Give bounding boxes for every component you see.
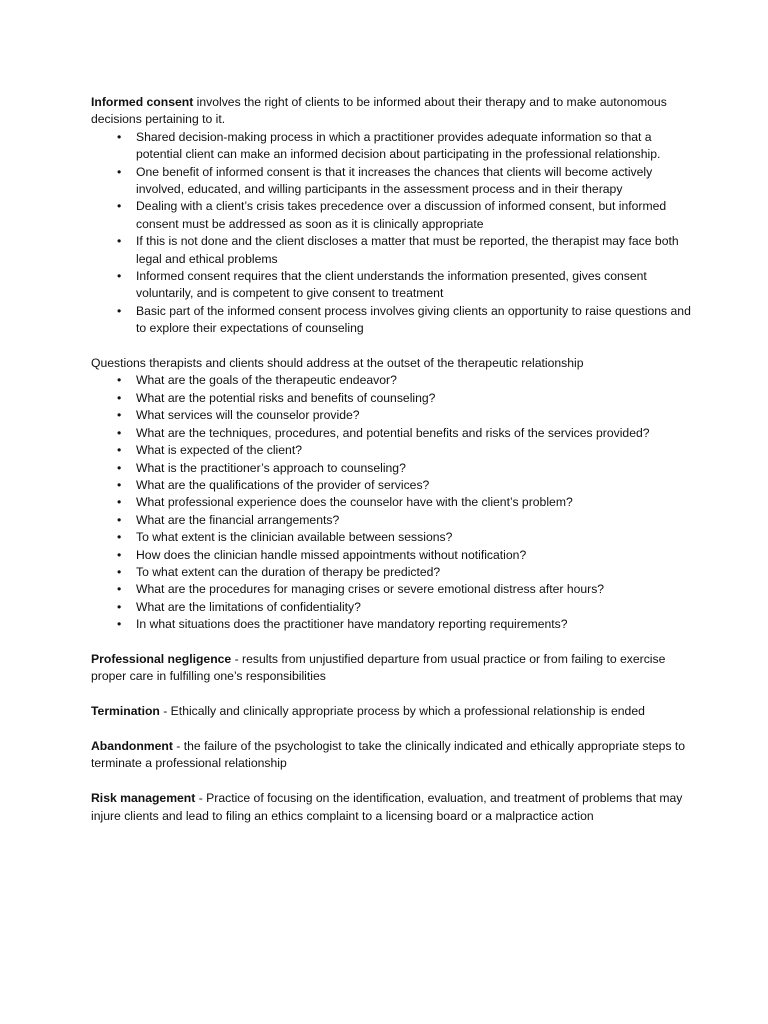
list-item	[91, 494, 691, 511]
paragraph-spacer	[91, 721, 691, 738]
list-item-text: What are the potential risks and benefits of counseling?	[136, 390, 436, 405]
list-item-text: Shared decision-making process in which a practitioner provides adequate information so that a potential client can make an informed decision about participating in the professional relationship.	[136, 129, 661, 162]
list-item-text: What are the procedures for managing crises or severe emotional distress after hours?	[136, 582, 605, 597]
bullet-icon: •	[117, 408, 122, 423]
list-item	[91, 564, 691, 581]
list-item-text: What are the goals of the therapeutic endeavor?	[136, 373, 397, 388]
abandonment-paragraph	[91, 738, 691, 773]
paragraph-spacer	[91, 686, 691, 703]
list-item-text: What are the qualifications of the provider of services?	[136, 477, 430, 492]
bullet-icon: •	[117, 617, 122, 632]
list-item-text: What services will the counselor provide?	[136, 408, 360, 423]
list-item	[91, 512, 691, 529]
paragraph-spacer	[91, 773, 691, 790]
bullet-icon: •	[117, 234, 122, 249]
list-item	[91, 390, 691, 407]
informed-consent-term: Informed consent	[91, 95, 194, 109]
list-item-text: What is expected of the client?	[136, 443, 302, 458]
list-item	[91, 581, 691, 598]
list-item	[91, 442, 691, 459]
list-item	[91, 233, 691, 268]
bullet-icon: •	[117, 443, 122, 458]
bullet-icon: •	[117, 303, 122, 318]
bullet-icon: •	[117, 199, 122, 214]
bullet-icon: •	[117, 582, 122, 597]
list-item	[91, 460, 691, 477]
list-item-text: What professional experience does the counselor have with the client’s problem?	[136, 495, 573, 510]
questions-heading: Questions therapists and clients should address at the outset of the therapeutic relationship	[91, 356, 584, 371]
bullet-icon: •	[117, 390, 122, 405]
bullet-icon: •	[117, 512, 122, 527]
list-item	[91, 599, 691, 616]
document-page	[91, 94, 691, 825]
list-item	[91, 198, 691, 233]
paragraph-spacer	[91, 338, 691, 355]
list-item-text: How does the clinician handle missed appointments without notification?	[136, 547, 527, 562]
list-item	[91, 425, 691, 442]
list-item-text: Informed consent requires that the client understands the information presented, gives consent voluntarily, and is competent to give consent to treatment	[136, 269, 647, 301]
professional-negligence-paragraph	[91, 651, 691, 686]
list-item-text: To what extent can the duration of therapy be predicted?	[136, 564, 441, 579]
abandonment-definition: - the failure of the psychologist to take the clinically indicated and ethically appropriate steps to terminate a professional relationship	[91, 738, 686, 771]
list-item-text: Dealing with a client’s crisis takes precedence over a discussion of informed consent, but informed consent must be addressed as soon as it is clinically appropriate	[136, 199, 667, 231]
questions-bullet-list	[91, 372, 691, 633]
list-item	[91, 164, 691, 199]
paragraph-spacer	[91, 634, 691, 651]
list-item-text: To what extent is the clinician available between sessions?	[136, 530, 453, 545]
list-item-text: Basic part of the informed consent process involves giving clients an opportunity to raise questions and to explore their expectations of counseling	[136, 303, 691, 336]
list-item	[91, 407, 691, 424]
bullet-icon: •	[117, 269, 122, 284]
bullet-icon: •	[117, 425, 122, 440]
list-item	[91, 372, 691, 389]
list-item	[91, 477, 691, 494]
list-item-text: One benefit of informed consent is that it increases the chances that clients will become actively involved, educated, and willing participants in the assessment process and in their therapy	[136, 164, 653, 197]
abandonment-term: Abandonment	[91, 738, 173, 753]
list-item-text: What are the financial arrangements?	[136, 512, 340, 527]
risk-management-definition: - Practice of focusing on the identification, evaluation, and treatment of problems that may injure clients and lead to filing an ethics complaint to a licensing board or a malpractice action	[91, 791, 683, 823]
list-item-text: What is the practitioner’s approach to counseling?	[136, 460, 406, 475]
bullet-icon: •	[117, 477, 122, 492]
professional-negligence-term: Professional negligence	[91, 651, 232, 666]
list-item-text: What are the techniques, procedures, and potential benefits and risks of the services provided?	[136, 425, 650, 440]
risk-management-term: Risk management	[91, 791, 196, 806]
bullet-icon: •	[117, 460, 122, 475]
bullet-icon: •	[117, 530, 122, 545]
bullet-icon: •	[117, 599, 122, 614]
bullet-icon: •	[117, 129, 122, 144]
risk-management-paragraph	[91, 790, 691, 825]
bullet-icon: •	[117, 495, 122, 510]
bullet-icon: •	[117, 547, 122, 562]
bullet-icon: •	[117, 164, 122, 179]
list-item	[91, 616, 691, 633]
bullet-icon: •	[117, 373, 122, 388]
list-item-text: What are the limitations of confidentiality?	[136, 599, 361, 614]
informed-consent-bullet-list	[91, 129, 691, 338]
list-item-text: If this is not done and the client discloses a matter that must be reported, the therapist may face both legal and ethical problems	[136, 234, 679, 266]
professional-negligence-definition: - results from unjustified departure from usual practice or from failing to exercise proper care in fulfilling one’s responsibilities	[91, 651, 666, 684]
list-item	[91, 129, 691, 164]
termination-term: Termination	[91, 704, 160, 719]
list-item	[91, 529, 691, 546]
bullet-icon: •	[117, 564, 122, 579]
list-item	[91, 303, 691, 338]
termination-definition: - Ethically and clinically appropriate process by which a professional relationship is ended	[159, 704, 645, 719]
list-item-text: In what situations does the practitioner have mandatory reporting requirements?	[136, 617, 568, 632]
termination-paragraph	[91, 703, 691, 720]
list-item	[91, 547, 691, 564]
informed-consent-definition: involves the right of clients to be informed about their therapy and to make autonomous decisions pertaining to it.	[91, 95, 667, 127]
informed-consent-paragraph	[91, 94, 691, 129]
list-item	[91, 268, 691, 303]
